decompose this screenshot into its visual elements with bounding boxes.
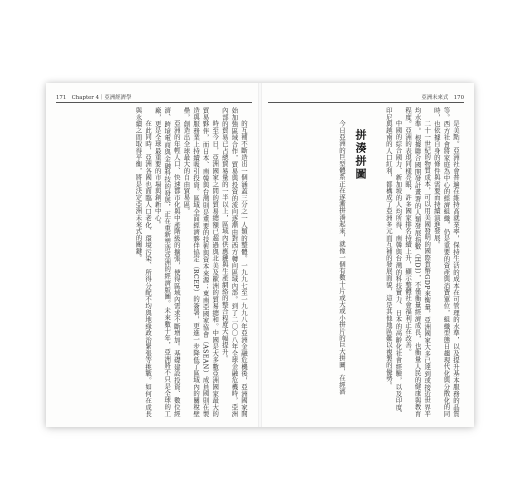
- left-page-body: [60, 107, 248, 417]
- section-title: 拼湊拼圖: [354, 129, 367, 181]
- right-page-body-bottom: [272, 107, 346, 417]
- right-page-header: 亞洲未來式 170: [421, 95, 464, 101]
- book-spread: [46, 83, 474, 427]
- paragraph: 今日亞洲的巨型體系正在逐漸拼湊起來，就像一個有數十片或大或小拼片的巨大拼圖，在經濟: [338, 119, 346, 395]
- paragraph: 是美點。亞洲社會普遍在維持高就業率，保持生活的成本在可管理的水準，以及提升基本服務的品質等。西方社會將家庭為中心的經濟組織，仍是重要的資產與消費單位，組織型態日趨現代化與分散化的同時，也依據自身的條件與需要而持續演進發展。: [432, 107, 460, 417]
- paragraph: 時至今日，亞洲國家之間的貿易總額已超過與北美及歐洲的貿易總和。中國是大多數亞洲國家最大的貿易夥伴，而日本、南韓與台灣則是重要的技術與資本來源；東南亞國家協會（ASEAN）成員國則在製造與服務業上持續吸引投資。區域全面經濟夥伴協定（RCEP）的簽署，更進一步降低了區域內的關稅壁壘，創造出全球最大的自由貿易區。: [182, 107, 220, 417]
- left-header-rule: [56, 102, 252, 103]
- left-page-header: 171 Chapter 4｜亞洲經濟學: [56, 95, 132, 101]
- book-gutter: [258, 83, 262, 427]
- left-page: [60, 107, 248, 417]
- paragraph: 亞洲的年輕人口、快速都市化與中產階級的擴張，使得區域內需求不斷增加。基礎建設投資、數位經濟、跨境電商與金融科技的發展，正在重新塑造亞洲的經濟版圖。未來數十年，亞洲將不只是全球的工廠，更是全球最重要的市場與創新中心。: [153, 107, 181, 417]
- paragraph: 二十一世紀的物質成本，可以用美國發明的國際貨幣GDP來衡量，亞洲國家大多已達到或接近世界平均水準。根據聯合國開發計畫署的人類發展指數（HDI），不僅衡量經濟成長，也衡量人民的健康與教育程度。亞洲的表現同樣亮眼，許多國家排名持續上升，顯示整體社會福利正在改善。: [404, 107, 432, 417]
- paragraph: 中國的綜合國力、新加坡的人均所得、南韓與台灣的科技實力、日本的高齡化社會經驗，以及印度、印尼與越南的人口紅利，都構成了亞洲多元而互補的發展面貌，這是其他地區難以複製的優勢。: [384, 107, 403, 417]
- paragraph: 的互補不斷造出一個涵蓋三分之一人類的整體。一九九七至一九九八年亞洲金融危機後，亞洲國家開始加強區域合作，貿易與投資的流向逐漸由對西方轉向區域內部。到了二〇〇八年全球金融危機時，亞洲內部的貿易已占總貿易量的一半以上，區域內供應鏈與生產網絡的整合程度大幅提升。: [220, 107, 248, 417]
- right-page-body-top: [372, 107, 460, 417]
- paragraph: 在此同時，亞洲各國也面臨人口老化、環境污染、所得分配不均與地緣政治緊張等挑戰。如何在成長與永續之間取得平衡，將是決定亞洲未來式的關鍵。: [134, 107, 153, 417]
- right-header-rule: [268, 102, 464, 103]
- right-page: [272, 107, 460, 417]
